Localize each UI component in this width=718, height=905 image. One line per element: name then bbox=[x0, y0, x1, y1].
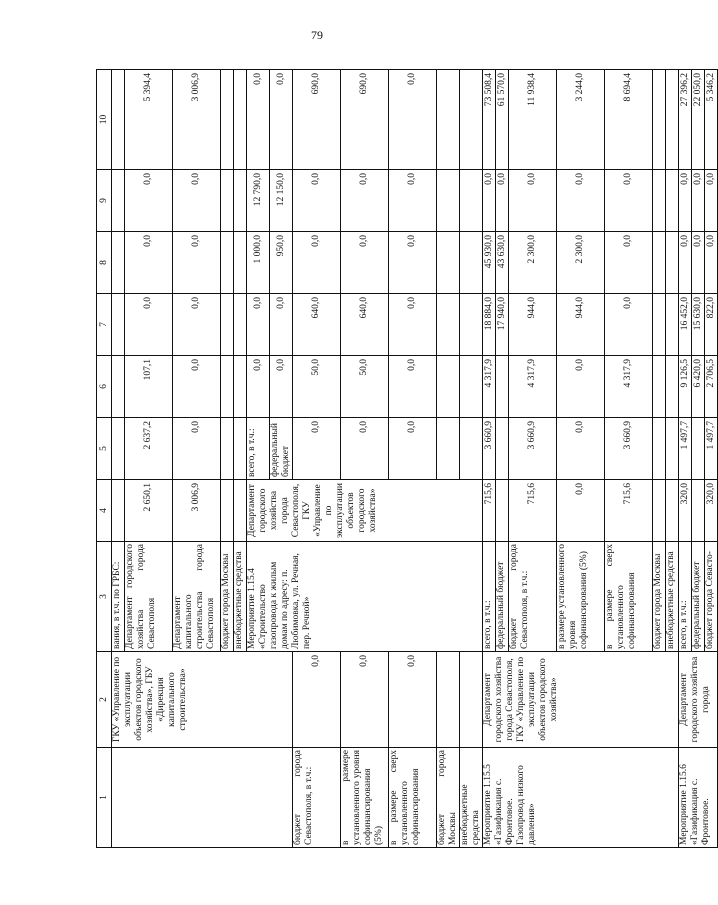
value-cell: 5 346,2 bbox=[705, 70, 718, 170]
value-cell: 0,0 bbox=[389, 418, 437, 480]
value-cell: 6 420,0 bbox=[692, 356, 705, 418]
value-cell bbox=[460, 170, 483, 232]
value-cell: 0,0 bbox=[173, 294, 221, 356]
value-cell bbox=[221, 170, 234, 232]
value-cell: 0,0 bbox=[692, 232, 705, 294]
value-cell: 0,0 bbox=[605, 294, 653, 356]
value-cell bbox=[692, 418, 705, 480]
page-number: 79 bbox=[311, 28, 323, 42]
source-cell: федеральный бюджет bbox=[496, 542, 509, 652]
value-cell bbox=[666, 70, 679, 170]
value-cell bbox=[460, 232, 483, 294]
col-header: 7 bbox=[97, 294, 112, 356]
value-cell: 12 150,0 bbox=[270, 170, 293, 232]
executor-cell: Департамент городского хозяйства города bbox=[679, 652, 718, 748]
source-cell: бюджет города Москвы bbox=[653, 542, 666, 652]
value-cell bbox=[666, 480, 679, 542]
value-cell bbox=[234, 170, 247, 232]
header-row bbox=[97, 70, 112, 848]
value-cell: 0,0 bbox=[389, 170, 437, 232]
value-cell: 3 006,9 bbox=[173, 70, 221, 170]
source-cell: внебюджетные средства bbox=[460, 748, 483, 848]
value-cell: 12 790,0 bbox=[247, 170, 270, 232]
value-cell bbox=[234, 356, 247, 418]
value-cell bbox=[221, 356, 234, 418]
value-cell: 1 497,7 bbox=[679, 418, 692, 480]
value-cell: 0,0 bbox=[341, 232, 389, 294]
value-cell: 73 508,4 bbox=[483, 70, 496, 170]
value-cell: 0,0 bbox=[705, 170, 718, 232]
value-cell: 8 694,4 bbox=[605, 70, 653, 170]
source-cell: в размере установленного уровня софинансирования (5%) bbox=[557, 542, 605, 652]
value-cell: 320,0 bbox=[679, 480, 692, 542]
value-cell: 0,0 bbox=[341, 652, 389, 748]
value-cell: 0,0 bbox=[293, 418, 341, 480]
value-cell: 0,0 bbox=[605, 232, 653, 294]
value-cell: 640,0 bbox=[293, 294, 341, 356]
value-cell bbox=[666, 232, 679, 294]
value-cell bbox=[460, 652, 483, 748]
value-cell: 45 930,0 bbox=[483, 232, 496, 294]
col-header: 9 bbox=[97, 170, 112, 232]
value-cell: 944,0 bbox=[557, 294, 605, 356]
value-cell: 9 126,5 bbox=[679, 356, 692, 418]
value-cell: 0,0 bbox=[173, 356, 221, 418]
table-row bbox=[437, 70, 460, 848]
value-cell: 50,0 bbox=[293, 356, 341, 418]
table-row bbox=[293, 70, 341, 848]
value-cell: 0,0 bbox=[679, 170, 692, 232]
value-cell bbox=[112, 356, 125, 418]
value-cell bbox=[112, 294, 125, 356]
col-header: 10 bbox=[97, 70, 112, 170]
value-cell: 2 706,5 bbox=[705, 356, 718, 418]
value-cell: 0,0 bbox=[125, 232, 173, 294]
value-cell bbox=[653, 480, 666, 542]
value-cell: 0,0 bbox=[557, 480, 605, 542]
measure-cell: Мероприятие 1.15.5 «Газификация с. Фронтовое. Газопровод низкого давления» bbox=[483, 748, 679, 848]
value-cell: 2 637,2 bbox=[125, 418, 173, 480]
value-cell: 640,0 bbox=[341, 294, 389, 356]
value-cell: 4 317,9 bbox=[509, 356, 557, 418]
value-cell: 0,0 bbox=[173, 418, 221, 480]
measure-cell: Мероприятие 1.15.4 «Строительство газопровода к жилым домам по адресу: п. Любимовка, ул. Речная, пер. Речной» bbox=[247, 542, 483, 652]
value-cell: 0,0 bbox=[125, 170, 173, 232]
source-cell: в размере сверх установленного софинансирования bbox=[605, 542, 653, 652]
value-cell bbox=[221, 418, 234, 480]
funding-table bbox=[96, 69, 718, 848]
value-cell: 0,0 bbox=[679, 232, 692, 294]
source-cell: бюджет города Севастополя, в т.ч.: bbox=[293, 748, 341, 848]
value-cell: 0,0 bbox=[270, 294, 293, 356]
table-row bbox=[389, 70, 437, 848]
value-cell bbox=[653, 418, 666, 480]
value-cell bbox=[460, 418, 483, 480]
value-cell bbox=[460, 356, 483, 418]
value-cell: 0,0 bbox=[125, 294, 173, 356]
source-cell: всего, в т.ч.: bbox=[247, 418, 270, 480]
value-cell: 18 884,0 bbox=[483, 294, 496, 356]
value-cell bbox=[234, 418, 247, 480]
value-cell: 1 000,0 bbox=[247, 232, 270, 294]
value-cell bbox=[437, 170, 460, 232]
value-cell: 715,6 bbox=[509, 480, 557, 542]
value-cell: 0,0 bbox=[389, 232, 437, 294]
source-cell: всего, в т.ч.: bbox=[679, 542, 692, 652]
value-cell bbox=[112, 232, 125, 294]
value-cell: 0,0 bbox=[692, 170, 705, 232]
table-row bbox=[483, 70, 496, 848]
source-cell: бюджет города Москвы bbox=[221, 542, 234, 652]
source-cell: всего, в т.ч.: bbox=[483, 542, 496, 652]
value-cell: 690,0 bbox=[341, 70, 389, 170]
value-cell bbox=[460, 70, 483, 170]
table-row bbox=[460, 70, 483, 848]
value-cell: 3 660,9 bbox=[509, 418, 557, 480]
value-cell: 0,0 bbox=[483, 170, 496, 232]
value-cell bbox=[437, 652, 460, 748]
value-cell: 0,0 bbox=[270, 356, 293, 418]
value-cell bbox=[653, 70, 666, 170]
value-cell: 16 452,0 bbox=[679, 294, 692, 356]
col-header: 4 bbox=[97, 480, 112, 542]
executor-cell: Департамент городского хозяйства города Севастополя, ГКУ «Управление по эксплуатации объектов городского хозяйства» bbox=[247, 480, 483, 542]
measure-cell bbox=[112, 748, 293, 848]
value-cell: 3 006,9 bbox=[173, 480, 221, 542]
value-cell bbox=[653, 356, 666, 418]
measure-cell: Мероприятие 1.15.6 «Газификация с. Фронтовое. bbox=[679, 748, 718, 848]
value-cell: 3 244,0 bbox=[557, 70, 605, 170]
value-cell: 944,0 bbox=[509, 294, 557, 356]
source-cell: внебюджетные средства bbox=[666, 542, 679, 652]
value-cell bbox=[496, 356, 509, 418]
source-cell: бюджет города Москвы bbox=[437, 748, 460, 848]
source-cell: вания, в т.ч. по ГРБС: bbox=[112, 542, 125, 652]
source-cell: Департамент городского хозяйства города Севастополя bbox=[125, 542, 173, 652]
value-cell bbox=[112, 418, 125, 480]
value-cell: 0,0 bbox=[605, 170, 653, 232]
source-cell: Департамент капитального строительства города Севастополя bbox=[173, 542, 221, 652]
value-cell bbox=[221, 480, 234, 542]
table-body bbox=[97, 70, 718, 848]
value-cell bbox=[437, 356, 460, 418]
value-cell bbox=[234, 480, 247, 542]
source-cell: бюджет города Севасто- bbox=[705, 542, 718, 652]
source-cell: федеральный бюджет bbox=[270, 418, 293, 480]
value-cell: 0,0 bbox=[293, 652, 341, 748]
value-cell: 22 050,0 bbox=[692, 70, 705, 170]
value-cell: 4 317,9 bbox=[483, 356, 496, 418]
value-cell: 0,0 bbox=[557, 356, 605, 418]
source-cell: бюджет города Севастополя, в т.ч.: bbox=[509, 542, 557, 652]
value-cell: 5 394,4 bbox=[125, 70, 173, 170]
value-cell: 0,0 bbox=[247, 294, 270, 356]
source-cell: федеральный бюджет bbox=[692, 542, 705, 652]
value-cell: 0,0 bbox=[389, 294, 437, 356]
col-header: 1 bbox=[97, 748, 112, 848]
value-cell bbox=[221, 232, 234, 294]
value-cell: 2 300,0 bbox=[557, 232, 605, 294]
value-cell: 320,0 bbox=[705, 480, 718, 542]
value-cell bbox=[496, 418, 509, 480]
value-cell bbox=[234, 70, 247, 170]
value-cell: 3 660,9 bbox=[483, 418, 496, 480]
value-cell: 0,0 bbox=[389, 652, 437, 748]
value-cell: 2 300,0 bbox=[509, 232, 557, 294]
value-cell bbox=[221, 294, 234, 356]
rotated-table-sheet bbox=[96, 70, 716, 848]
value-cell: 0,0 bbox=[293, 170, 341, 232]
value-cell bbox=[437, 418, 460, 480]
value-cell bbox=[666, 294, 679, 356]
value-cell bbox=[653, 232, 666, 294]
value-cell: 0,0 bbox=[341, 418, 389, 480]
value-cell: 107,1 bbox=[125, 356, 173, 418]
value-cell: 950,0 bbox=[270, 232, 293, 294]
executor-cell: Департамент городского хозяйства города Севастополя, ГКУ «Управление по эксплуатации объектов городского хозяйства» bbox=[483, 652, 679, 748]
value-cell bbox=[112, 70, 125, 170]
col-header: 6 bbox=[97, 356, 112, 418]
value-cell: 0,0 bbox=[389, 356, 437, 418]
value-cell bbox=[221, 70, 234, 170]
value-cell: 0,0 bbox=[173, 232, 221, 294]
value-cell bbox=[234, 294, 247, 356]
value-cell: 0,0 bbox=[496, 170, 509, 232]
value-cell bbox=[437, 232, 460, 294]
value-cell bbox=[653, 170, 666, 232]
value-cell bbox=[496, 480, 509, 542]
value-cell bbox=[437, 70, 460, 170]
value-cell: 0,0 bbox=[509, 170, 557, 232]
value-cell bbox=[460, 294, 483, 356]
source-cell: внебюджетные средства bbox=[234, 542, 247, 652]
value-cell: 4 317,9 bbox=[605, 356, 653, 418]
value-cell bbox=[653, 294, 666, 356]
value-cell: 50,0 bbox=[341, 356, 389, 418]
table-row bbox=[679, 70, 692, 848]
value-cell: 3 660,9 bbox=[605, 418, 653, 480]
value-cell: 0,0 bbox=[173, 170, 221, 232]
value-cell bbox=[666, 170, 679, 232]
value-cell: 690,0 bbox=[293, 70, 341, 170]
col-header: 3 bbox=[97, 542, 112, 652]
source-cell: в размере установленного уровня софинансирования (5%) bbox=[341, 748, 389, 848]
value-cell bbox=[437, 294, 460, 356]
value-cell: 0,0 bbox=[247, 356, 270, 418]
table-row bbox=[341, 70, 389, 848]
value-cell bbox=[112, 480, 125, 542]
value-cell: 715,6 bbox=[605, 480, 653, 542]
value-cell bbox=[666, 418, 679, 480]
value-cell: 17 940,0 bbox=[496, 294, 509, 356]
col-header: 8 bbox=[97, 232, 112, 294]
value-cell bbox=[692, 480, 705, 542]
value-cell: 43 630,0 bbox=[496, 232, 509, 294]
value-cell: 0,0 bbox=[341, 170, 389, 232]
value-cell: 0,0 bbox=[557, 170, 605, 232]
value-cell: 0,0 bbox=[705, 232, 718, 294]
value-cell: 61 570,0 bbox=[496, 70, 509, 170]
value-cell: 822,0 bbox=[705, 294, 718, 356]
executor-cell: ГКУ «Управление по эксплуатации объектов городского хозяйства», ГБУ «Дирекция капитального строительства» bbox=[112, 652, 293, 748]
col-header: 2 bbox=[97, 652, 112, 748]
table-row bbox=[112, 70, 125, 848]
value-cell bbox=[666, 356, 679, 418]
value-cell: 15 630,0 bbox=[692, 294, 705, 356]
value-cell bbox=[112, 170, 125, 232]
col-header: 5 bbox=[97, 418, 112, 480]
value-cell: 0,0 bbox=[557, 418, 605, 480]
value-cell: 1 497,7 bbox=[705, 418, 718, 480]
value-cell: 715,6 bbox=[483, 480, 496, 542]
source-cell: в размере сверх установленного софинансирования bbox=[389, 748, 437, 848]
value-cell: 0,0 bbox=[389, 70, 437, 170]
value-cell bbox=[234, 232, 247, 294]
value-cell: 0,0 bbox=[293, 232, 341, 294]
value-cell: 2 650,1 bbox=[125, 480, 173, 542]
value-cell: 0,0 bbox=[247, 70, 270, 170]
value-cell: 11 938,4 bbox=[509, 70, 557, 170]
value-cell: 0,0 bbox=[270, 70, 293, 170]
value-cell: 27 396,2 bbox=[679, 70, 692, 170]
